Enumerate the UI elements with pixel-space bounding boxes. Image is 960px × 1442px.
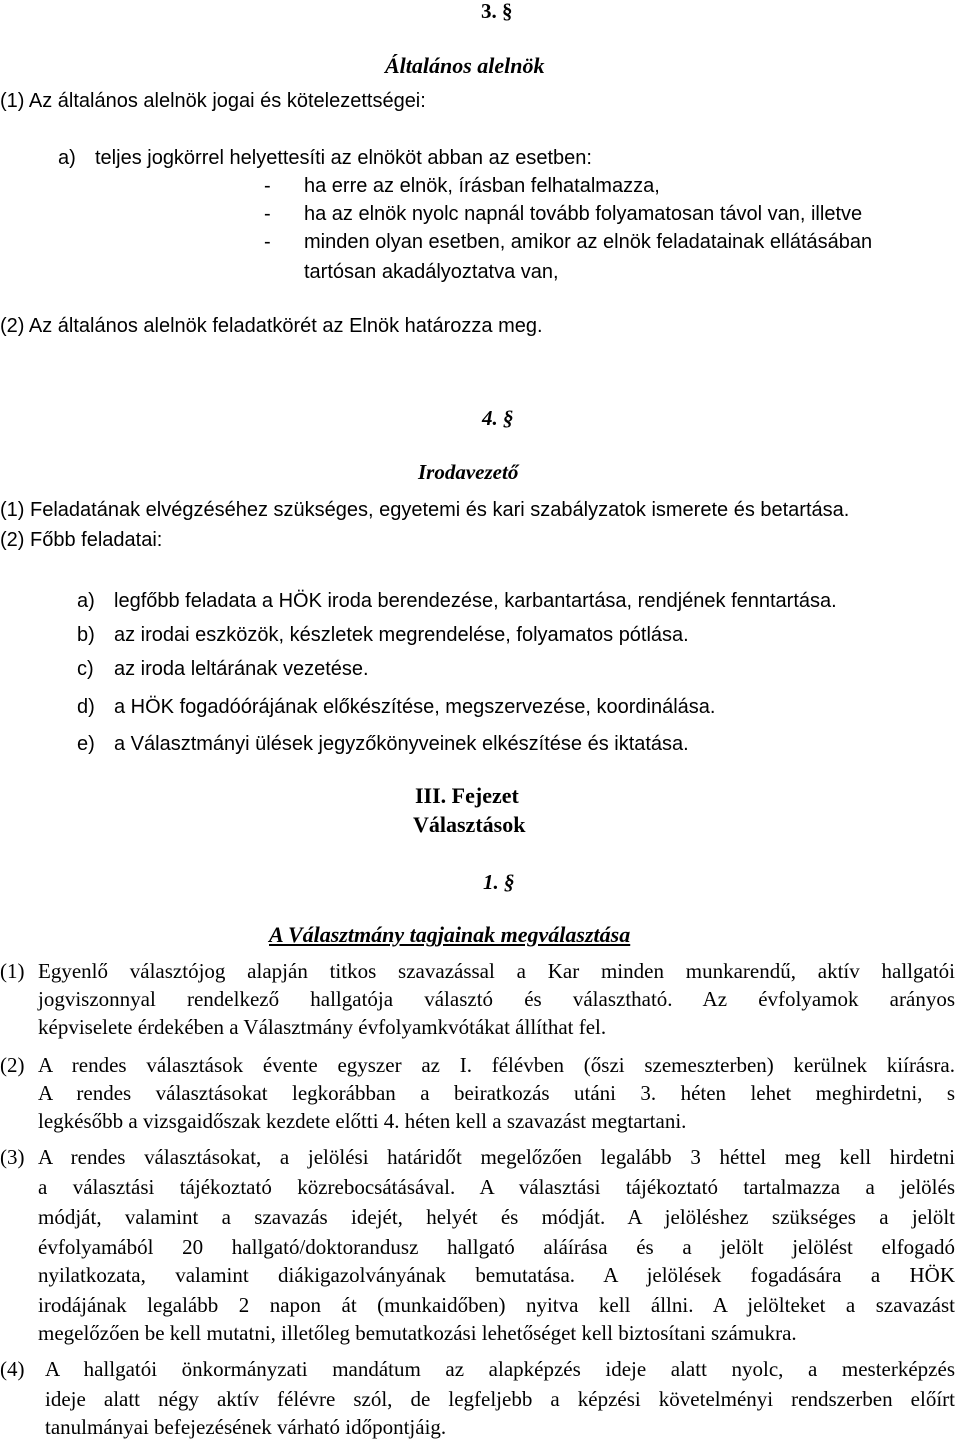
section-3-dash-1-text: ha erre az elnök, írásban felhatalmazza, xyxy=(304,175,660,197)
section-3-number: 3. § xyxy=(481,0,513,23)
paragraph-line: irodájának legalább 2 napon át (munkaidőben) nyitva kell állni. A jelölteket a szavazást xyxy=(38,1293,955,1317)
section-4-paragraph-2: (2) Főbb feladatai: xyxy=(0,529,163,551)
section-3-dash-2: - xyxy=(264,203,271,225)
section-4-item-label: e) xyxy=(77,733,95,755)
paragraph-line: képviselete érdekében a Választmány évfolyamkvótákat állíthat fel. xyxy=(38,1015,607,1039)
paragraph-line: Egyenlő választójog alapján titkos szavazással a Kar minden munkarendű, aktív hallgatói xyxy=(38,959,955,983)
section-4-number: 4. § xyxy=(482,406,514,430)
paragraph-line: megelőzően be kell mutatni, illetőleg bemutatkozási lehetőséget kell biztosítani számukra. xyxy=(38,1321,797,1345)
section-3-dash-3-text: minden olyan esetben, amikor az elnök feladatainak ellátásában xyxy=(304,231,873,253)
paragraph-line: tanulmányai befejezésének várható időpontjáig. xyxy=(45,1415,447,1439)
section-3-item-a-label: a) xyxy=(58,147,76,169)
section-3-dash-3-continuation: tartósan akadályoztatva van, xyxy=(304,261,559,283)
section-4-item-text: az irodai eszközök, készletek megrendelése, folyamatos pótlása. xyxy=(114,624,689,646)
section-1-title: A Választmány tagjainak megválasztása xyxy=(269,922,631,947)
section-4-paragraph-1: (1) Feladatának elvégzéséhez szükséges, egyetemi és kari szabályzatok ismerete és betartása. xyxy=(0,499,850,521)
paragraph-label: (4) xyxy=(0,1357,25,1381)
section-3-dash-3: - xyxy=(264,231,271,253)
section-4-title: Irodavezető xyxy=(418,460,519,484)
section-4-item-label: c) xyxy=(77,658,94,680)
section-4-item-text: legfőbb feladata a HÖK iroda berendezése, karbantartása, rendjének fenntartása. xyxy=(114,590,837,612)
section-4-item-label: d) xyxy=(77,696,95,718)
section-1-number: 1. § xyxy=(483,870,515,894)
paragraph-line: A rendes választásokat, a jelölési határidőt megelőzően legalább 3 héttel meg kell hirdetni xyxy=(38,1145,955,1169)
section-3-dash-2-text: ha az elnök nyolc napnál tovább folyamatosan távol van, illetve xyxy=(304,203,863,225)
paragraph-line: a választási tájékoztató közrebocsátásával. A választási tájékoztató tartalmazza a jelölés xyxy=(38,1175,955,1199)
paragraph-line: évfolyamából 20 hallgató/doktorandusz hallgató aláírása és a jelölt jelölést elfogadó xyxy=(38,1235,955,1259)
paragraph-line: nyilatkozata, valamint diákigazolványának bemutatása. A jelölések fogadására a HÖK xyxy=(38,1263,955,1287)
chapter-title: Választások xyxy=(413,812,526,837)
paragraph-label: (3) xyxy=(0,1145,25,1169)
section-3-item-a-text: teljes jogkörrel helyettesíti az elnököt abban az esetben: xyxy=(95,147,592,169)
section-3-title: Általános alelnök xyxy=(385,53,545,78)
paragraph-line: legkésőbb a vizsgaidőszak kezdete előtti 4. héten kell a szavazást megtartani. xyxy=(38,1109,687,1133)
paragraph-line: módját, valamint a szavazás idejét, helyét és módját. A jelöléshez szükséges a jelölt xyxy=(38,1205,955,1229)
section-4-item-text: az iroda leltárának vezetése. xyxy=(114,658,369,680)
section-4-item-label: a) xyxy=(77,590,95,612)
paragraph-label: (1) xyxy=(0,959,25,983)
paragraph-line: A rendes választások évente egyszer az I. félévben (őszi szemeszterben) kerülnek kiírásra. xyxy=(38,1053,955,1077)
section-4-item-label: b) xyxy=(77,624,95,646)
paragraph-line: ideje alatt négy aktív félévre szól, de legfeljebb a képzési követelményi rendszerben előírt xyxy=(45,1387,955,1411)
paragraph-label: (2) xyxy=(0,1053,25,1077)
paragraph-line: jogviszonnyal rendelkező hallgatója választó és választható. Az évfolyamok arányos xyxy=(38,987,955,1011)
section-4-item-text: a Választmányi ülések jegyzőkönyveinek elkészítése és iktatása. xyxy=(114,733,689,755)
chapter-number: III. Fejezet xyxy=(415,783,519,808)
paragraph-line: A rendes választásokat legkorábban a beiratkozás utáni 3. héten lehet meghirdetni, s xyxy=(38,1081,955,1105)
section-3-paragraph-2: (2) Az általános alelnök feladatkörét az Elnök határozza meg. xyxy=(0,315,543,337)
section-3-paragraph-1: (1) Az általános alelnök jogai és kötelezettségei: xyxy=(0,90,426,112)
paragraph-line: A hallgatói önkormányzati mandátum az alapképzés ideje alatt nyolc, a mesterképzés xyxy=(45,1357,955,1381)
section-4-item-text: a HÖK fogadóórájának előkészítése, megszervezése, koordinálása. xyxy=(114,696,716,718)
section-3-dash-1: - xyxy=(264,175,271,197)
